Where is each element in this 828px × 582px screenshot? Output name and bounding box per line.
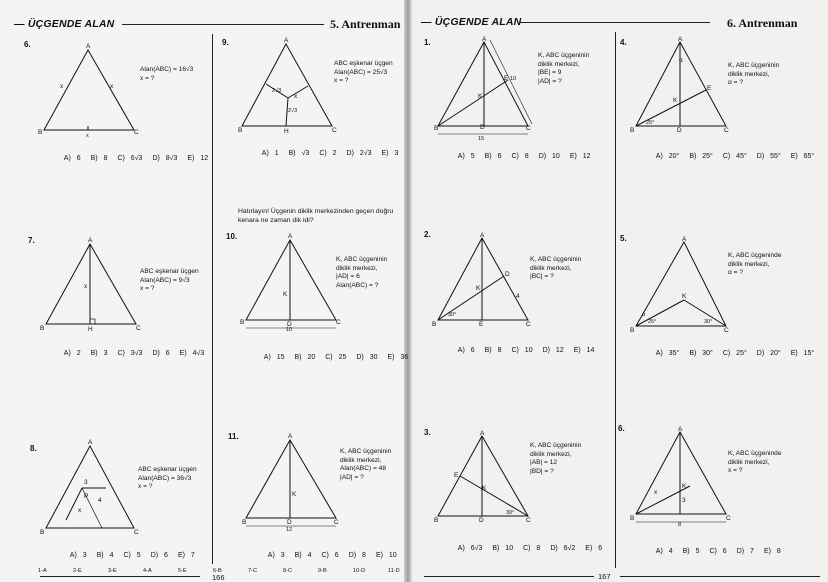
choice-e[interactable]: E) 65° (790, 153, 815, 160)
answer-key-item: 1-A (38, 568, 47, 574)
question-text: K, ABC üçgeninin diklik merkezi, Alan(ABC) = 48 |AD| = ? (340, 448, 392, 481)
answer-key-item: 10-D (353, 568, 366, 574)
choice-b[interactable]: B) 3 (90, 350, 108, 357)
choice-c[interactable]: C) 25° (722, 350, 747, 357)
question-text: ABC eşkenar üçgen Alan(ABC) = 36√3 x = ? (138, 466, 197, 491)
side-label: 2√3 (288, 108, 298, 114)
vertex-label: C (724, 327, 729, 334)
answer-choices (40, 343, 214, 364)
choice-b[interactable]: B) 8 (484, 347, 502, 354)
choice-c[interactable]: C) 5 (123, 552, 141, 559)
question-text: K, ABC üçgeninin diklik merkezi, |AB| = 12 |BD| = ? (530, 442, 582, 475)
question-number: 4. (620, 38, 627, 47)
choice-c[interactable]: C) 3√3 (117, 350, 143, 357)
vertex-label: K (478, 93, 483, 100)
left-section-title: 5. Antrenman (330, 17, 401, 31)
choice-e[interactable]: E) 14 (573, 347, 595, 354)
vertex-label: B (434, 517, 439, 524)
figure-q7-triangle (40, 236, 144, 332)
choice-d[interactable]: D) 8 (348, 552, 366, 559)
choice-b[interactable]: B) 5 (682, 548, 700, 555)
choice-a[interactable]: A) 6 (457, 347, 475, 354)
choice-c[interactable]: C) 25 (325, 354, 347, 361)
vertex-label: C (526, 517, 531, 524)
right-section-title: 6. Antrenman (727, 16, 798, 30)
choice-a[interactable]: A) 20° (655, 153, 680, 160)
vertex-label: E (454, 472, 459, 479)
choice-b[interactable]: B) 8 (90, 155, 108, 162)
vertex-label: H (284, 128, 289, 135)
vertex-label: A (288, 233, 293, 240)
answer-choices (240, 347, 418, 368)
choice-d[interactable]: D) 30 (356, 354, 378, 361)
answer-choices (434, 538, 612, 559)
vertex-label: C (336, 319, 341, 326)
question-number: 3. (424, 428, 431, 437)
figure-r1-triangle (432, 36, 542, 142)
choice-a[interactable]: A) 35° (655, 350, 680, 357)
choice-e[interactable]: E) 4√3 (179, 350, 205, 357)
side-label: x (86, 133, 89, 139)
choice-b[interactable]: B) 30° (689, 350, 713, 357)
choice-d[interactable]: D) 8√3 (152, 155, 178, 162)
question-text: K, ABC üçgeninin diklik merkezi, α = ? (728, 62, 780, 87)
choice-a[interactable]: A) 15 (263, 354, 285, 361)
vertex-label: B (630, 127, 635, 134)
answer-choices (434, 340, 604, 361)
question-text: ABC eşkenar üçgen Alan(ABC) = 9√3 x = ? (140, 268, 199, 293)
choice-c[interactable]: C) 45° (722, 153, 747, 160)
vertex-label: K (682, 293, 687, 300)
vertex-label: A (678, 426, 683, 433)
side-label: 8 (678, 522, 682, 528)
question-number: 1. (424, 38, 431, 47)
vertex-label: E (479, 321, 484, 328)
vertex-label: B (240, 319, 245, 326)
choice-e[interactable]: E) 7 (177, 552, 195, 559)
side-label: 2√3 (272, 88, 282, 94)
right-column-divider (615, 32, 616, 568)
book-spine (404, 0, 412, 582)
question-number: 7. (28, 236, 35, 245)
angle-label: 30° (506, 510, 515, 516)
answer-choices (238, 143, 408, 164)
vertex-label: B (630, 327, 635, 334)
vertex-label: P (84, 493, 89, 500)
vertex-label: C (526, 125, 531, 132)
vertex-label: C (332, 127, 337, 134)
vertex-label: E (504, 75, 509, 82)
right-header-title: — ÜÇGENDE ALAN (421, 16, 522, 28)
vertex-label: A (88, 439, 93, 446)
choice-b[interactable]: B) 6 (484, 153, 502, 160)
vertex-label: D (287, 519, 292, 526)
answer-choices (46, 545, 205, 566)
vertex-label: A (288, 433, 293, 440)
choice-d[interactable]: D) 6 (152, 350, 170, 357)
answer-key-item: 4-A (143, 568, 152, 574)
vertex-label: D (505, 271, 510, 278)
answer-key-item: 2-E (73, 568, 82, 574)
answer-key-item: 6-B (213, 568, 222, 574)
choice-a[interactable]: A) 1 (261, 150, 279, 157)
footer-rule (620, 576, 820, 577)
question-number: 9. (222, 38, 229, 47)
vertex-label: K (476, 285, 481, 292)
side-label: 3 (682, 497, 686, 504)
question-text: K, ABC üçgeninin diklik merkezi, |BE| = 9 |AD| = ? (538, 52, 590, 85)
choice-e[interactable]: E) 3 (381, 150, 399, 157)
figure-r4-triangle (630, 36, 734, 136)
choice-d[interactable]: D) 12 (542, 347, 564, 354)
choice-b[interactable]: B) √3 (288, 150, 310, 157)
figure-q8-triangle (42, 440, 138, 536)
angle-label: α (642, 312, 646, 318)
question-text: K, ABC üçgeninde diklik merkezi, x = ? (728, 450, 782, 475)
vertex-label: K (482, 485, 487, 492)
vertex-label: B (40, 529, 45, 536)
answer-key-item: 5-E (178, 568, 187, 574)
side-label: 12 (286, 527, 293, 533)
vertex-label: K (673, 97, 678, 104)
angle-label: 30° (704, 319, 713, 325)
answer-choices (632, 343, 824, 364)
answer-key-item: 8-C (283, 568, 293, 574)
vertex-label: K (682, 483, 687, 490)
choice-a[interactable]: A) 3 (69, 552, 87, 559)
choice-b[interactable]: B) 20 (294, 354, 316, 361)
choice-e[interactable]: E) 8 (763, 548, 781, 555)
choice-e[interactable]: E) 36 (387, 354, 409, 361)
choice-e[interactable]: E) 12 (569, 153, 591, 160)
angle-label: 25° (648, 319, 657, 325)
figure-q6-triangle (36, 40, 140, 139)
figure-q10-triangle (240, 232, 344, 336)
question-number: 5. (620, 234, 627, 243)
choice-d[interactable]: D) 10 (538, 153, 560, 160)
vertex-label: C (726, 515, 731, 522)
choice-a[interactable]: A) 4 (655, 548, 673, 555)
answer-choices (632, 146, 824, 167)
side-label: x (84, 283, 88, 290)
vertex-label: C (724, 127, 729, 134)
choice-c[interactable]: C) 6√3 (117, 155, 143, 162)
side-label: x (60, 83, 64, 90)
answer-choices (244, 545, 407, 566)
side-label: 10 (286, 327, 293, 333)
choice-c[interactable]: C) 10 (511, 347, 533, 354)
choice-c[interactable]: C) 2 (319, 150, 337, 157)
question-number: 10. (226, 232, 238, 241)
choice-a[interactable]: A) 3 (267, 552, 285, 559)
question-number: 11. (228, 432, 239, 441)
vertex-label: K (283, 291, 288, 298)
side-label: x (78, 507, 82, 514)
figure-q11-triangle (240, 432, 344, 536)
choice-d[interactable]: D) 55° (756, 153, 781, 160)
side-label: x (294, 93, 298, 100)
vertex-label: C (526, 321, 531, 328)
angle-label: 30° (448, 312, 457, 318)
side-label: 4 (98, 497, 102, 504)
side-label: x (110, 83, 114, 90)
question-number: 2. (424, 230, 431, 239)
side-label: 15 (478, 136, 485, 142)
question-number: 6. (618, 424, 625, 433)
vertex-label: A (482, 36, 487, 43)
question-text: ABC eşkenar üçgen Alan(ABC) = 25√3 x = ? (334, 60, 393, 85)
left-page-number: 166 (212, 573, 225, 582)
vertex-label: B (242, 519, 247, 526)
left-column-divider (212, 34, 213, 564)
vertex-label: A (88, 237, 93, 244)
choice-d[interactable]: D) 6√2 (550, 545, 576, 552)
vertex-label: A (480, 232, 485, 239)
vertex-label: A (284, 37, 289, 44)
choice-d[interactable]: D) 7 (736, 548, 754, 555)
choice-d[interactable]: D) 20° (756, 350, 781, 357)
question-text: K, ABC üçgeninin diklik merkezi, |AD| = 6 Alan(ABC) = ? (336, 256, 388, 289)
side-label: x (654, 489, 658, 496)
reminder-tip: Hatırlayın! Üçgenin diklik merkezinden geçen doğru kenara ne zaman dik idi? (238, 208, 394, 224)
choice-b[interactable]: B) 25° (689, 153, 713, 160)
choice-e[interactable]: E) 6 (585, 545, 603, 552)
vertex-label: B (630, 515, 635, 522)
choice-c[interactable]: C) 8 (511, 153, 529, 160)
vertex-label: A (480, 430, 485, 437)
choice-e[interactable]: E) 12 (187, 155, 209, 162)
vertex-label: C (134, 129, 139, 136)
answer-key-item: 7-C (248, 568, 258, 574)
vertex-label: D (480, 124, 485, 131)
figure-r6-triangle (630, 426, 734, 530)
choice-e[interactable]: E) 15° (790, 350, 815, 357)
vertex-label: D (287, 321, 292, 328)
choice-e[interactable]: E) 10 (375, 552, 397, 559)
footer-rule (424, 576, 594, 577)
figure-r3-triangle (432, 430, 538, 526)
side-label: 10 (510, 76, 517, 82)
choice-d[interactable]: D) 6 (150, 552, 168, 559)
vertex-label: B (238, 127, 243, 134)
right-page-number: 167 (598, 572, 611, 581)
choice-a[interactable]: A) 6 (63, 155, 81, 162)
choice-c[interactable]: C) 6 (709, 548, 727, 555)
choice-b[interactable]: B) 4 (96, 552, 114, 559)
answer-key-item: 3-E (108, 568, 117, 574)
side-label: 4 (516, 293, 520, 300)
vertex-label: D (479, 517, 484, 524)
left-header-rule (122, 24, 324, 25)
vertex-label: D (677, 127, 682, 134)
figure-r2-triangle (432, 232, 538, 330)
question-text: K, ABC üçgeninde diklik merkezi, α = ? (728, 252, 782, 277)
choice-b[interactable]: B) 10 (492, 545, 514, 552)
question-text: Alan(ABC) = 16√3 x = ? (140, 66, 194, 82)
choice-b[interactable]: B) 4 (294, 552, 312, 559)
choice-a[interactable]: A) 6√3 (457, 545, 483, 552)
vertex-label: A (678, 36, 683, 43)
vertex-label: B (434, 125, 439, 132)
side-label: 3 (84, 479, 88, 486)
question-text: K, ABC üçgeninin diklik merkezi, |BC| = ? (530, 256, 582, 281)
footer-rule (40, 576, 200, 577)
figure-q9-triangle (236, 36, 342, 136)
choice-d[interactable]: D) 2√3 (346, 150, 372, 157)
choice-a[interactable]: A) 5 (457, 153, 475, 160)
angle-label: α (679, 57, 683, 64)
angle-label: 25° (646, 120, 655, 126)
answer-key-item: 9-B (318, 568, 327, 574)
vertex-label: C (134, 529, 139, 536)
vertex-label: B (40, 325, 45, 332)
question-number: 8. (30, 444, 37, 453)
answer-choices (632, 541, 791, 562)
answer-choices (434, 146, 601, 167)
right-header-rule (520, 22, 710, 23)
vertex-label: C (334, 519, 339, 526)
vertex-label: B (38, 129, 43, 136)
answer-key-item: 11-D (388, 568, 400, 574)
vertex-label: B (432, 321, 437, 328)
left-header-title: — ÜÇGENDE ALAN (14, 18, 115, 30)
answer-choices (40, 148, 218, 169)
vertex-label: E (707, 85, 712, 92)
vertex-label: A (682, 236, 687, 243)
answer-key (38, 568, 423, 574)
vertex-label: H (88, 326, 93, 333)
vertex-label: K (292, 491, 297, 498)
vertex-label: A (86, 43, 91, 50)
choice-a[interactable]: A) 2 (63, 350, 81, 357)
figure-r5-triangle (630, 236, 734, 334)
vertex-label: C (136, 325, 141, 332)
choice-c[interactable]: C) 8 (523, 545, 541, 552)
question-number: 6. (24, 40, 31, 49)
choice-c[interactable]: C) 6 (321, 552, 339, 559)
